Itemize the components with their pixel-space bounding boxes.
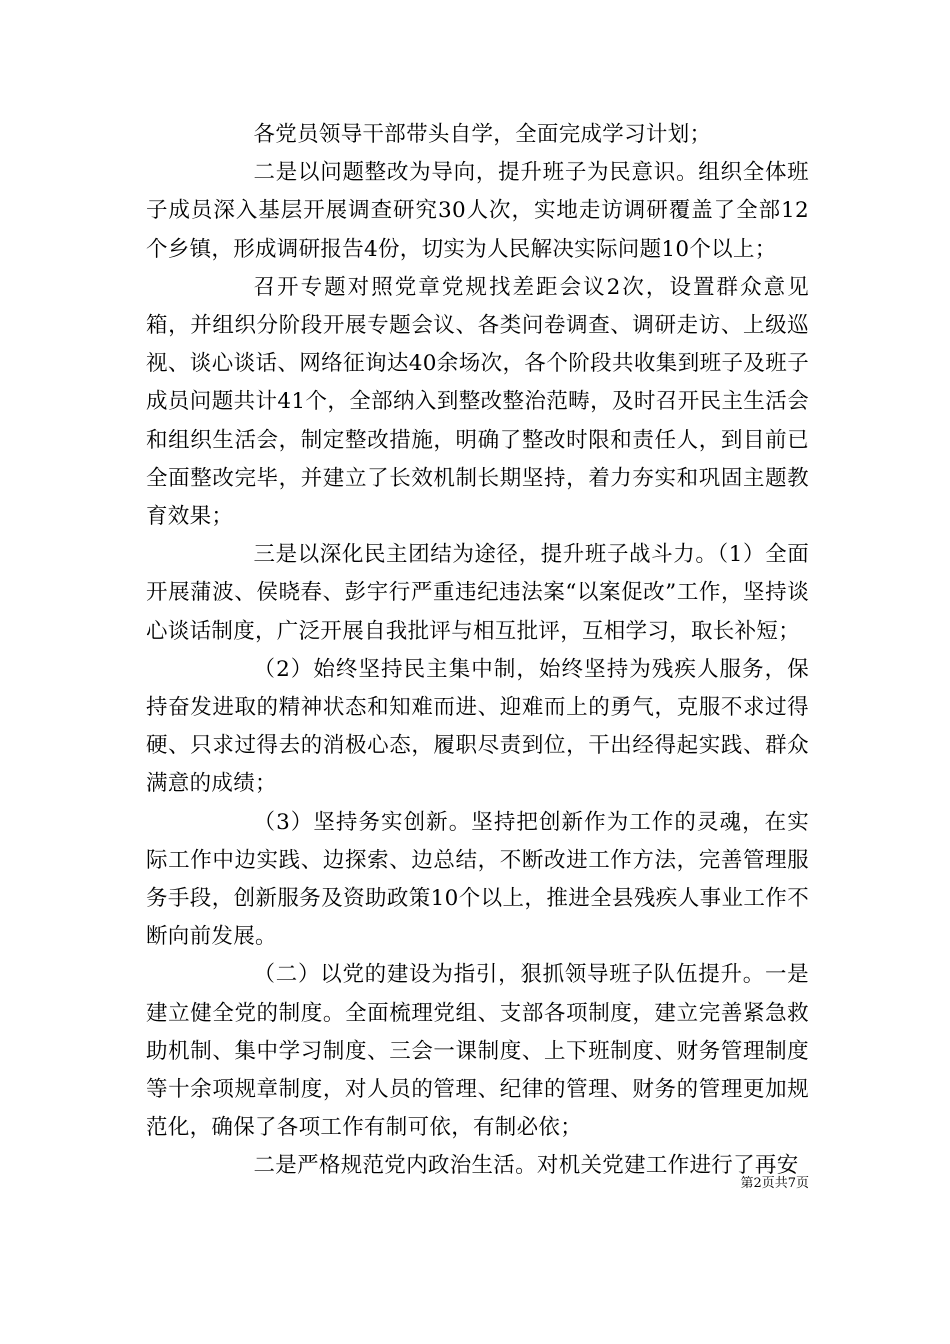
paragraph-7: （二）以党的建设为指引，狠抓领导班子队伍提升。一是建立健全党的制度。全面梳理党组、支部各项制度，建立完善紧急救助机制、集中学习制度、三会一课制度、上下班制度、财务管理制度等十余项规章制度，对人员的管理、纪律的管理、财务的管理更加规范化，确保了各项工作有制可依，有制必依； <box>146 962 809 1141</box>
paragraph-4: 三是以深化民主团结为途径，提升班子战斗力。（1）全面开展蒲波、侯晓春、彭宇行严重违纪违法案“以案促改”工作，坚持谈心谈话制度，广泛开展自我批评与相互批评，互相学习，取长补短； <box>146 542 809 644</box>
paragraph-1: 各党员领导干部带头自学，全面完成学习计划； <box>253 122 712 147</box>
body-text <box>146 116 809 1186</box>
paragraph-2: 二是以问题整改为导向，提升班子为民意识。组织全体班子成员深入基层开展调查研究30人次，实地走访调研覆盖了全部12个乡镇，形成调研报告4份，切实为人民解决实际问题10个以上； <box>146 160 809 262</box>
paragraph-8: 二是严格规范党内政治生活。对机关党建工作进行了再安 <box>253 1153 799 1179</box>
page-footer <box>146 1172 809 1191</box>
paragraph-6: （3）坚持务实创新。坚持把创新作为工作的灵魂，在实际工作中边实践、边探索、边总结，不断改进工作方法，完善管理服务手段，创新服务及资助政策10个以上，推进全县残疾人事业工作不断向前发展。 <box>146 809 809 950</box>
page-number-label: 第2页共7页 <box>740 1176 809 1191</box>
paragraph-3: 召开专题对照党章党规找差距会议2次，设置群众意见箱，并组织分阶段开展专题会议、各类问卷调查、调研走访、上级巡视、谈心谈话、网络征询达40余场次，各个阶段共收集到班子及班子成员问题共计41个，全部纳入到整改整治范畴，及时召开民主生活会和组织生活会，制定整改措施，明确了整改时限和责任人，到目前已全面整改完毕，并建立了长效机制长期坚持，着力夯实和巩固主题教育效果； <box>146 274 809 530</box>
paragraph-5: （2）始终坚持民主集中制，始终坚持为残疾人服务，保持奋发进取的精神状态和知难而进、迎难而上的勇气，克服不求过得硬、只求过得去的消极心态，履职尽责到位，干出经得起实践、群众满意的成绩； <box>146 656 809 797</box>
